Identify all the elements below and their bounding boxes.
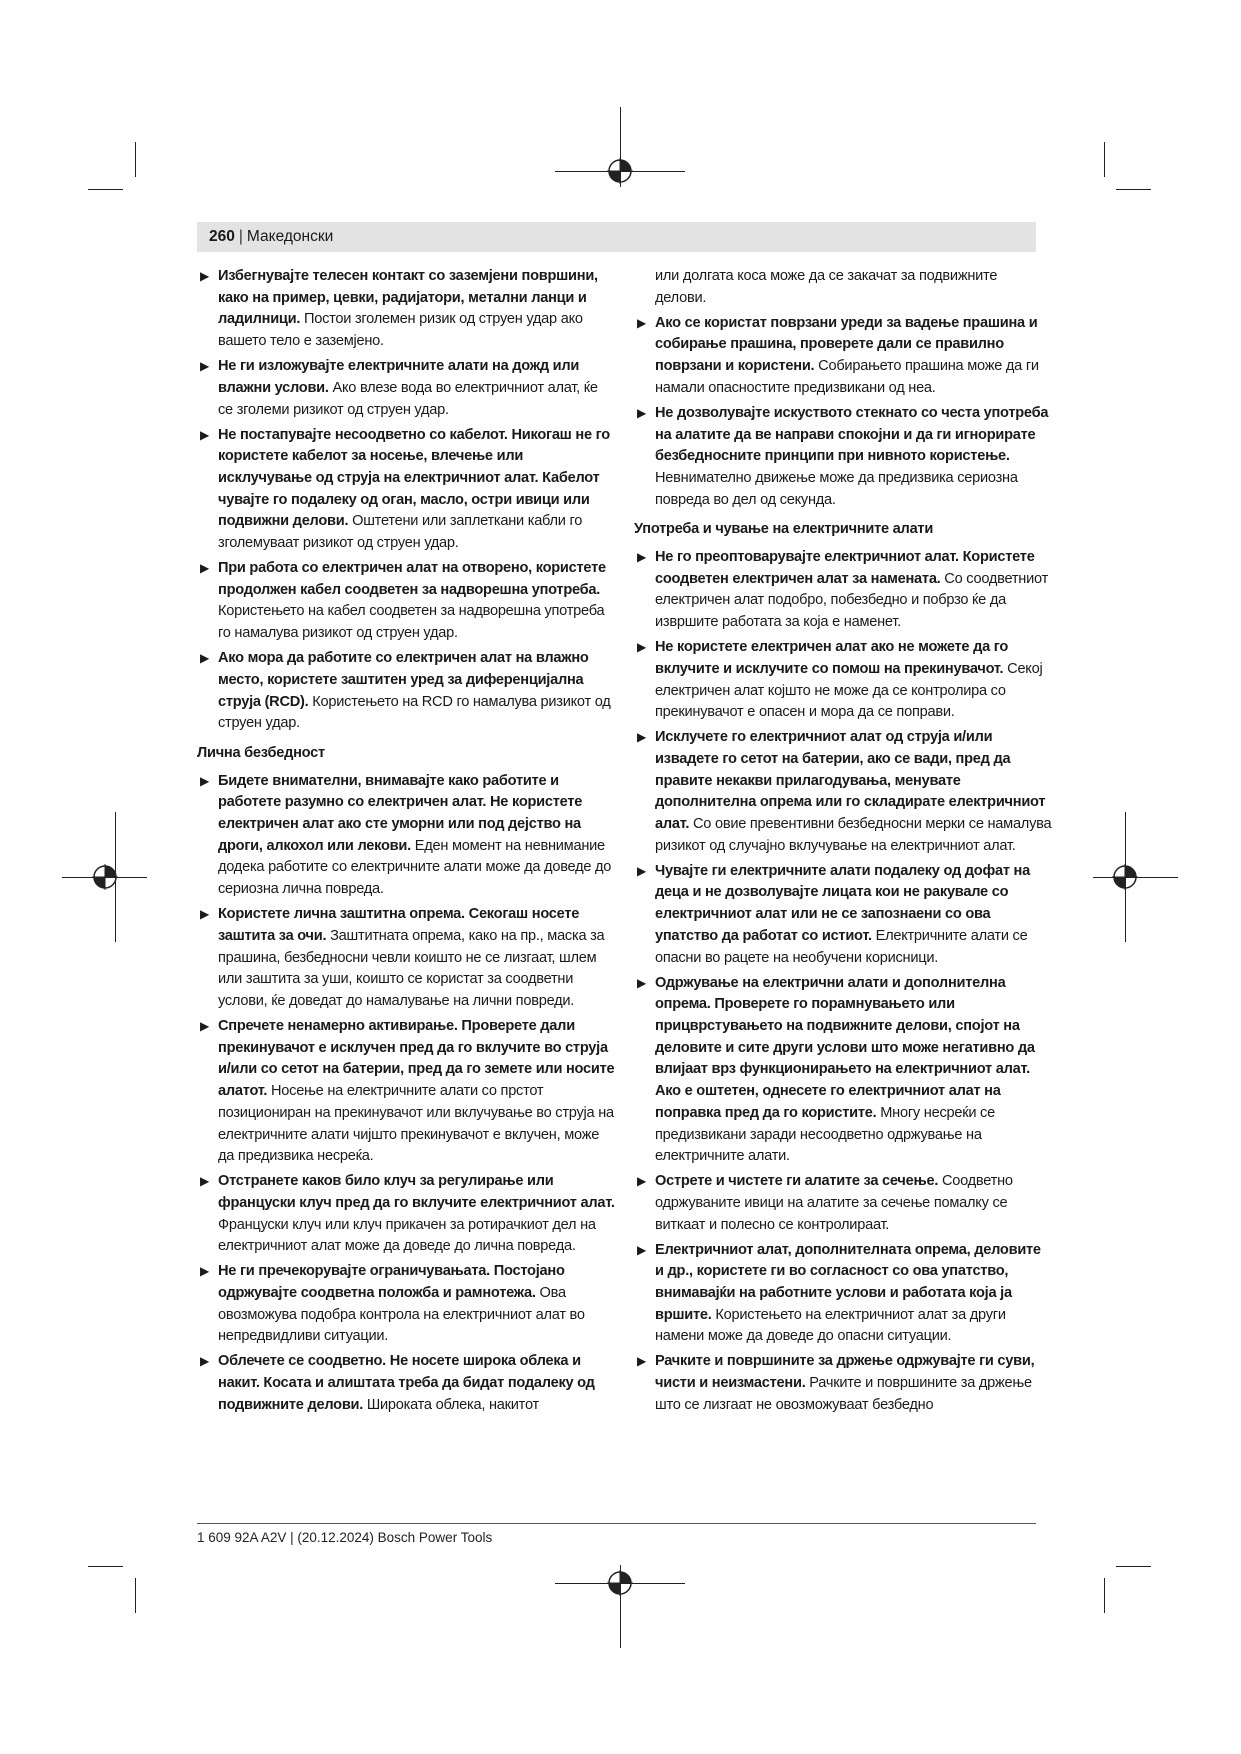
instruction-text: Еден момент на невнимание додека работите со електричните алати може да доведе до сериозна лична повреда. bbox=[218, 837, 612, 898]
safety-instruction bbox=[197, 771, 615, 901]
instruction-bold: При работа со електричен алат на отворено, користете продолжен кабел соодветен за надворешна употреба. bbox=[218, 560, 606, 598]
bullet-arrow-icon: ▶ bbox=[637, 975, 646, 990]
bullet-arrow-icon: ▶ bbox=[637, 315, 646, 330]
safety-instruction bbox=[197, 1016, 615, 1168]
instruction-bold: Исклучете го електричниот алат од струја и/или извадете го сетот на батерии, ако се вади, пред да правите некакви прилагодувања, менувате дополнителна опрема или го складирате електричниот алат. bbox=[655, 729, 1046, 833]
instruction-text: Постои зголемен ризик од струен удар ако вашето тело е заземјено. bbox=[218, 311, 583, 350]
left-column bbox=[197, 266, 615, 1420]
bullet-arrow-icon: ▶ bbox=[200, 427, 209, 442]
safety-instruction bbox=[197, 1261, 615, 1348]
instruction-text: Рачките и површините за држење што се лизгаат не овозможуваат безбедно bbox=[655, 1375, 1032, 1413]
instruction-text: Со соодветниот електричен алат подобро, побезбедно и побрзо ќе да извршите работата за која е наменет. bbox=[655, 570, 1048, 631]
instruction-text: Користењето на електричниот алат за други намени може да доведе до опасни ситуации. bbox=[655, 1306, 1006, 1345]
instruction-text: Електричните алати се опасни во рацете на необучени корисници. bbox=[655, 927, 1028, 966]
instruction-text: Заштитната опрема, како на пр., маска за прашина, безбедносни чевли коишто не се лизгаат, шлем или заштита за уши, коишто се користат за соодветни услови, ќе доведат до намалување на лични повреди. bbox=[218, 927, 605, 1009]
bullet-arrow-icon: ▶ bbox=[200, 1018, 209, 1033]
instruction-text: Користењето на RCD го намалува ризикот од струен удар. bbox=[218, 693, 611, 732]
instruction-text: Собирањето прашина може да ги намали опасностите предизвикани од неа. bbox=[655, 358, 1039, 396]
bullet-arrow-icon: ▶ bbox=[637, 1354, 646, 1369]
right-column bbox=[634, 266, 1052, 1420]
crop-mark bbox=[88, 189, 123, 190]
instruction-bold: Не дозволувајте искуството стекнато со честа употреба на алатите да ве направи спокојни и да ги игнорирате безбедносните принципи при нивното користење. bbox=[655, 404, 1049, 465]
instruction-bold: Избегнувајте телесен контакт со заземјени површини, како на пример, цевки, радијатори, метални ланци и ладилници. bbox=[218, 268, 598, 328]
instruction-bold: Не користете електричен алат ако не можете да го вклучите и исклучите со помош на прекинувачот. bbox=[655, 639, 1009, 677]
instruction-text: Користењето на кабел соодветен за надворешна употреба го намалува ризикот од струен удар. bbox=[218, 603, 605, 642]
instruction-bold: Острете и чистете ги алатите за сечење. bbox=[655, 1173, 939, 1190]
safety-instruction bbox=[197, 356, 615, 421]
instruction-text: Невнимателно движење може да предизвика сериозна повреда во дел од секунда. bbox=[655, 469, 1018, 508]
safety-instruction bbox=[634, 547, 1052, 634]
crop-mark bbox=[135, 142, 136, 177]
bullet-arrow-icon: ▶ bbox=[200, 269, 209, 283]
bullet-arrow-icon: ▶ bbox=[637, 1242, 646, 1257]
bullet-arrow-icon: ▶ bbox=[200, 359, 209, 374]
crop-mark bbox=[1116, 189, 1151, 190]
instruction-bold: Не ги пречекорувајте ограничувањата. Постојано одржувајте соодветна положба и рамнотежа. bbox=[218, 1263, 565, 1302]
continued-text: или долгата коса може да се закачат за подвижните делови. bbox=[655, 268, 998, 306]
bullet-arrow-icon: ▶ bbox=[637, 1174, 646, 1189]
bullet-arrow-icon: ▶ bbox=[200, 907, 209, 922]
safety-instruction bbox=[634, 727, 1052, 857]
registration-target-icon bbox=[1112, 864, 1138, 890]
instruction-text: Оштетени или заплеткани кабли го зголемуваат ризикот од струен удар. bbox=[218, 513, 583, 552]
instruction-text: Со овие превентивни безбедносни мерки се намалува ризикот од случајно вклучување на електричниот алат. bbox=[655, 816, 1052, 854]
instruction-text: Француски клуч или клуч прикачен за ротирачкиот дел на електричниот алат може да доведе до лична повреда. bbox=[218, 1216, 596, 1255]
safety-instruction bbox=[197, 904, 615, 1013]
section-heading: Употреба и чување на електричните алати bbox=[634, 521, 934, 538]
bullet-arrow-icon: ▶ bbox=[637, 730, 646, 745]
registration-target-icon bbox=[92, 864, 118, 890]
safety-instruction bbox=[634, 861, 1052, 970]
header-language: Македонски bbox=[246, 228, 334, 245]
instruction-bold: Облечете се соодветно. Не носете широка облека и накит. Косата и алиштата треба да бидат подалеку од подвижните делови. bbox=[218, 1353, 595, 1413]
registration-target-icon bbox=[607, 1570, 633, 1596]
instruction-bold: Рачките и површините за држење одржувајте ги суви, чисти и неизмастени. bbox=[655, 1353, 1035, 1392]
instruction-bold: Ако се користат поврзани уреди за вадење прашина и собирање прашина, проверете дали се правилно поврзани и користени. bbox=[655, 314, 1038, 375]
safety-instruction bbox=[634, 973, 1052, 1168]
page-header bbox=[197, 222, 1036, 252]
safety-instruction bbox=[634, 313, 1052, 400]
section-heading: Лична безбедност bbox=[197, 744, 325, 761]
safety-instruction bbox=[634, 1351, 1052, 1416]
page-number: 260 bbox=[209, 228, 235, 245]
instruction-text: Ако влезе вода во електричниот алат, ќе се зголеми ризикот од струен удар. bbox=[218, 379, 598, 418]
bullet-arrow-icon: ▶ bbox=[200, 561, 209, 576]
bullet-arrow-icon: ▶ bbox=[200, 1174, 209, 1189]
safety-instruction bbox=[197, 266, 615, 353]
bullet-arrow-icon: ▶ bbox=[637, 405, 646, 420]
instruction-text: Носење на електричните алати со прстот позициониран на прекинувачот или вклучување во струја на електричните алати чијшто прекинувачот е вклучен, може да предизвика несреќа. bbox=[218, 1083, 614, 1165]
instruction-bold: Отстранете каков било клуч за регулирање или француски клуч пред да го вклучите електричниот алат. bbox=[218, 1173, 615, 1211]
crop-mark bbox=[1104, 1578, 1105, 1613]
instruction-text: Ова овозможува подобра контрола на електричниот алат во непредвидливи ситуации. bbox=[218, 1285, 585, 1345]
safety-instruction bbox=[197, 1351, 615, 1416]
safety-instruction bbox=[197, 648, 615, 735]
bullet-arrow-icon: ▶ bbox=[200, 1264, 209, 1279]
instruction-bold: Не го преоптоварувајте електричниот алат. Користете соодветен електричен алат за намената. bbox=[655, 549, 1035, 587]
crop-mark bbox=[135, 1578, 136, 1613]
instruction-bold: Не постапувајте несоодветно со кабелот. Никогаш не го користете кабелот за носење, влечење или исклучување од струја на електричниот алат. Кабелот чувајте го подалеку од оган, масло, остри ивици или подвижни делови. bbox=[218, 426, 610, 530]
bullet-arrow-icon: ▶ bbox=[637, 863, 646, 878]
safety-instruction bbox=[197, 425, 615, 555]
instruction-bold: Одржување на електрични алати и дополнителна опрема. Проверете го порамнувањето или прицврстувањето на подвижните делови, спојот на деловите и сите други услови што може негативно да влијаат врз функционирањето на електричниот алат. Ако е оштетен, однесете го електричниот алат на поправка пред да го користите. bbox=[655, 974, 1035, 1121]
bullet-arrow-icon: ▶ bbox=[200, 1354, 209, 1369]
instruction-bold: Користете лична заштитна опрема. Секогаш носете заштита за очи. bbox=[218, 906, 580, 944]
bullet-arrow-icon: ▶ bbox=[200, 651, 209, 666]
instruction-bold: Ако мора да работите со електричен алат на влажно место, користете заштитен уред за диференцијална струја (RCD). bbox=[218, 650, 589, 710]
footer-rule bbox=[197, 1523, 1036, 1524]
safety-instruction bbox=[634, 1171, 1052, 1236]
instruction-bold: Спречете ненамерно активирање. Проверете дали прекинувачот е исклучен пред да го вклучите во струја и/или со сетот на батерии, пред да го земете или носите алатот. bbox=[218, 1017, 615, 1100]
instruction-text: Секој електричен алат којшто не може да се контролира со прекинувачот е опасен и мора да се поправи. bbox=[655, 660, 1043, 721]
crop-mark bbox=[88, 1566, 123, 1567]
safety-instruction bbox=[197, 1171, 615, 1258]
bullet-arrow-icon: ▶ bbox=[637, 640, 646, 655]
bullet-arrow-icon: ▶ bbox=[200, 773, 209, 788]
safety-instruction bbox=[634, 1240, 1052, 1349]
instruction-bold: Чувајте ги електричните алати подалеку од дофат на деца и не дозволувајте лицата кои не ракувале со електричниот алат или не се запознаени со ова упатство да работат со истиот. bbox=[655, 862, 1030, 944]
instruction-text: Широката облека, накитот bbox=[363, 1396, 539, 1413]
page-footer: 1 609 92A A2V | (20.12.2024) Bosch Power Tools bbox=[197, 1530, 493, 1545]
instruction-text: Соодветно одржуваните ивици на алатите за сечење помалку се виткаат и полесно се контролираат. bbox=[655, 1173, 1013, 1233]
instruction-text: Многу несреќи се предизвикани заради несоодветно одржување на електричните алати. bbox=[655, 1104, 995, 1165]
instruction-bold: Бидете внимателни, внимавајте како работите и работете разумно со електричен алат. Не користете електричен алат ако сте уморни или под дејство на дроги, алкохол или лекови. bbox=[218, 772, 583, 854]
crop-mark bbox=[1116, 1566, 1151, 1567]
safety-instruction bbox=[634, 637, 1052, 724]
safety-instruction bbox=[197, 558, 615, 645]
registration-target-icon bbox=[607, 158, 633, 184]
instruction-bold: Не ги изложувајте електричните алати на дожд или влажни услови. bbox=[218, 358, 580, 396]
bullet-arrow-icon: ▶ bbox=[637, 550, 646, 565]
crop-mark bbox=[1104, 142, 1105, 177]
header-separator: | bbox=[238, 228, 243, 245]
safety-instruction bbox=[634, 403, 1052, 512]
instruction-bold: Електричниот алат, дополнителната опрема, деловите и др., користете ги во согласност со ова упатство, внимавајќи на работните услови и работата која ја вршите. bbox=[655, 1241, 1041, 1323]
